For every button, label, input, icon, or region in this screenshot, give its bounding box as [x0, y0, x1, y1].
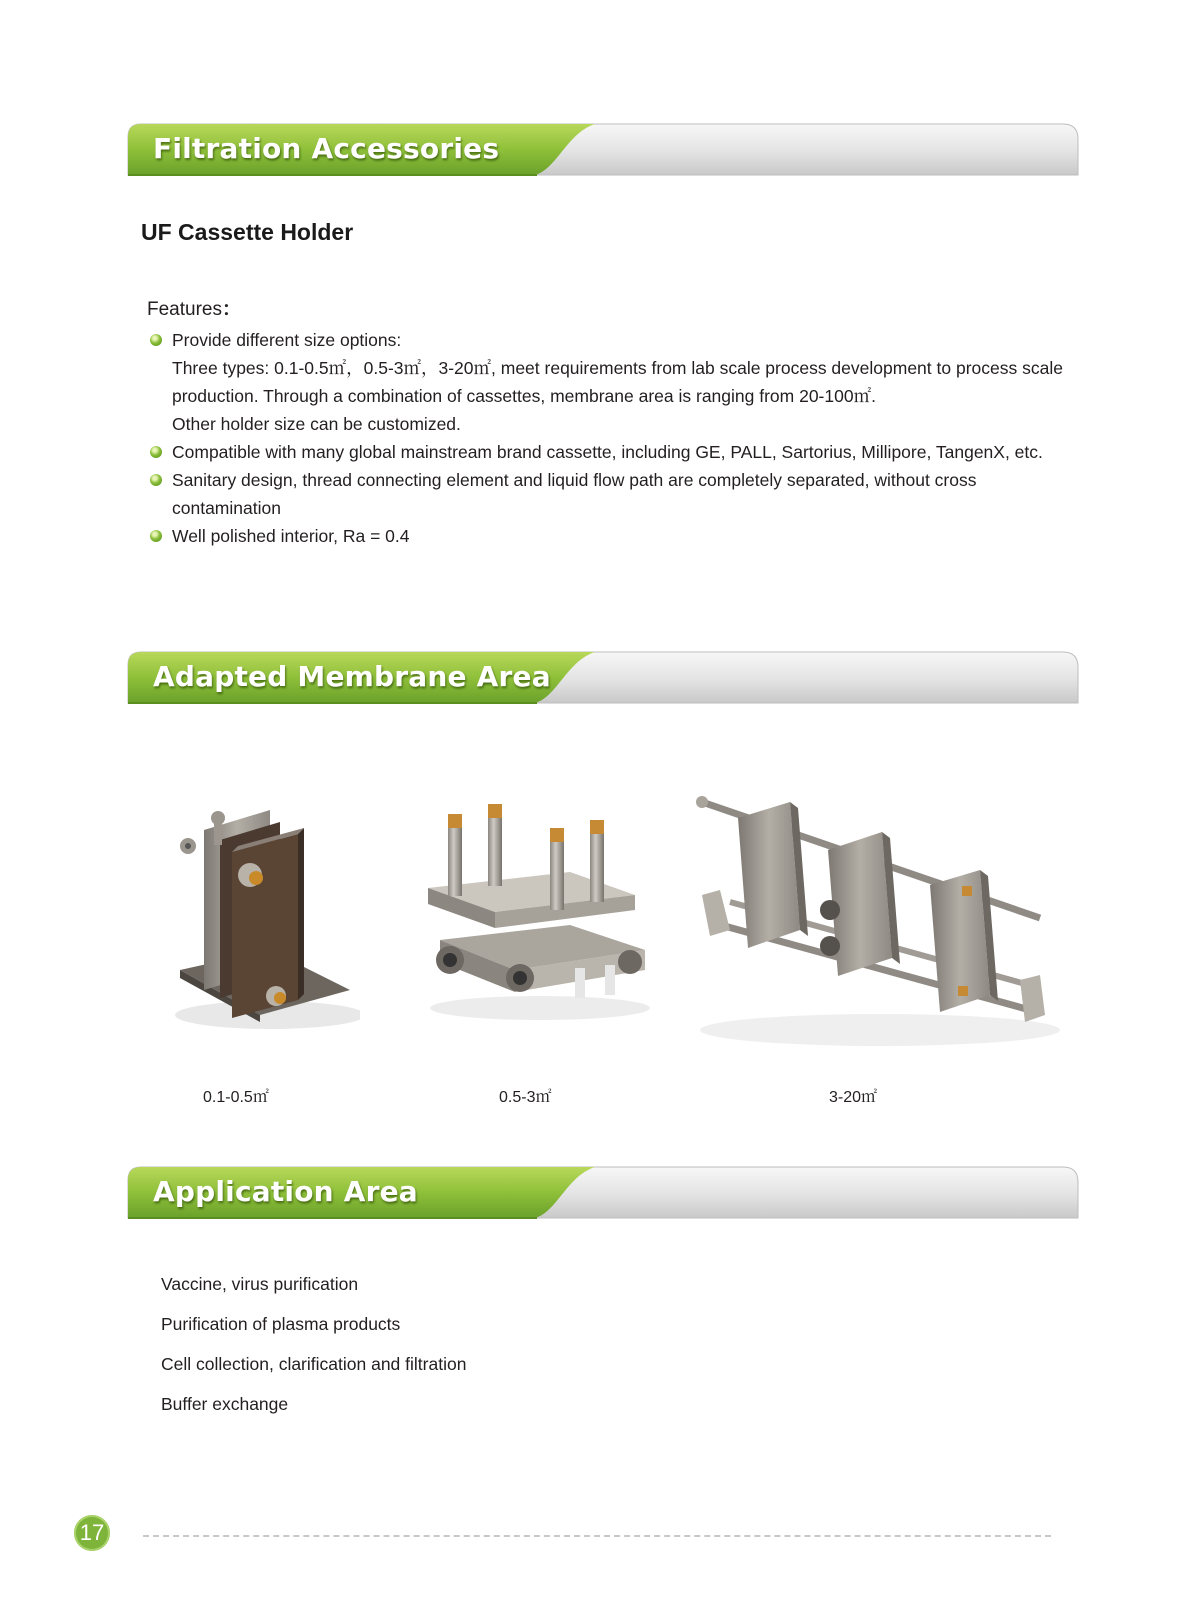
holder-medium-image: [420, 800, 660, 1030]
membrane-size-caption: 0.5-3㎡: [499, 1089, 552, 1106]
section-banner-membrane-area: [127, 651, 1079, 705]
feature-line: Well polished interior, Ra = 0.4: [172, 526, 410, 546]
section-title: Adapted Membrane Area: [153, 660, 551, 693]
bullet-icon: [150, 530, 162, 542]
feature-item: [172, 438, 1102, 466]
section-banner-filtration: [127, 123, 1079, 177]
application-item: Vaccine, virus purification: [161, 1274, 359, 1294]
feature-line: Other holder size can be customized.: [172, 414, 461, 434]
membrane-size-caption: 3-20㎡: [829, 1089, 878, 1106]
feature-line: contamination: [172, 498, 281, 518]
bullet-icon: [150, 334, 162, 346]
feature-line: Three types: 0.1-0.5㎡，0.5-3㎡，3-20㎡, meet requirements from lab scale process development to process scale: [172, 358, 1063, 378]
membrane-size-caption: 0.1-0.5㎡: [203, 1089, 269, 1106]
features-heading: [147, 294, 241, 321]
feature-item: [172, 326, 1102, 438]
feature-line: production. Through a combination of cassettes, membrane area is ranging from 20-100㎡.: [172, 386, 876, 406]
feature-line: Compatible with many global mainstream brand cassette, including GE, PALL, Sartorius, Millipore, TangenX, etc.: [172, 442, 1043, 462]
application-item: Cell collection, clarification and filtration: [161, 1354, 467, 1374]
footer-divider: [143, 1535, 1051, 1537]
application-item: Purification of plasma products: [161, 1314, 401, 1334]
feature-line: Provide different size options:: [172, 330, 402, 350]
features-label: Features: [147, 299, 222, 320]
bullet-icon: [150, 446, 162, 458]
page-number: 17: [74, 1515, 110, 1551]
product-title: UF Cassette Holder: [141, 219, 354, 245]
feature-line: Sanitary design, thread connecting element and liquid flow path are completely separated, without cross: [172, 470, 977, 490]
features-colon: ：: [221, 299, 241, 320]
bullet-icon: [150, 474, 162, 486]
feature-item: [172, 522, 1102, 550]
holder-small-image: [160, 800, 360, 1040]
section-banner-application: [127, 1166, 1079, 1220]
holder-large-image: [690, 790, 1070, 1070]
application-item: Buffer exchange: [161, 1394, 289, 1414]
section-title: Filtration Accessories: [153, 132, 500, 165]
section-title: Application Area: [153, 1175, 418, 1208]
feature-item: [172, 466, 1102, 522]
